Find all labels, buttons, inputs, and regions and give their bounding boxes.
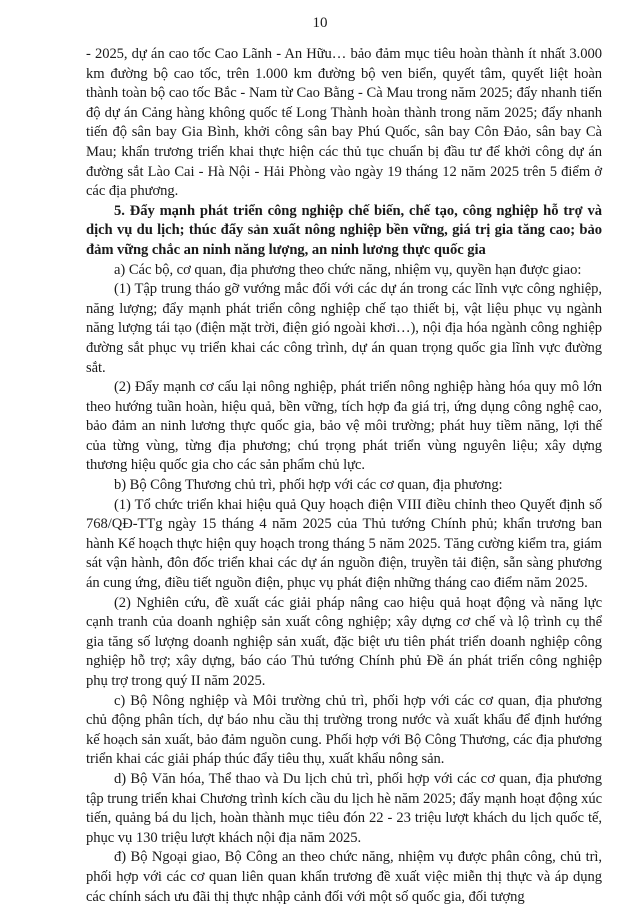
paragraph: (1) Tập trung tháo gỡ vướng mắc đối với các dự án trong các lĩnh vực công nghiệp, năng lượng; đẩy mạnh phát triển công nghiệp chế tạo thiết bị, vật liệu phục vụ ngành năng lượng tái tạo (điện mặt trời, điện gió ngoài khơi…), nội địa hóa ngành công nghiệp đường sắt phục vụ triển khai các công trình, dự án quan trọng quốc gia lĩnh vực đường sắt. [86, 281, 602, 376]
paragraph: c) Bộ Nông nghiệp và Môi trường chủ trì, phối hợp với các cơ quan, địa phương chủ động phân tích, dự báo nhu cầu thị trường trong nước và xuất khẩu để định hướng kế hoạch sản xuất, bảo đảm nguồn cung. Phối hợp với Bộ Công Thương, các địa phương triển khai các giải pháp thúc đẩy tiêu thụ, xuất khẩu nông sản. [86, 692, 602, 768]
section-heading: 5. Đẩy mạnh phát triển công nghiệp chế biến, chế tạo, công nghiệp hỗ trợ và dịch vụ du lịch; thúc đẩy sản xuất nông nghiệp bền vững, giá trị gia tăng cao; bảo đảm vững chắc an ninh năng lượng, an ninh lương thực quốc gia [86, 202, 602, 258]
paragraph: đ) Bộ Ngoại giao, Bộ Công an theo chức năng, nhiệm vụ được phân công, chủ trì, phối hợp với các cơ quan liên quan khẩn trương đề xuất việc miễn thị thực và áp dụng các chính sách ưu đãi thị thực nhập cảnh đối với một số quốc gia, đối tượng [86, 849, 602, 905]
paragraph: (2) Nghiên cứu, đề xuất các giải pháp nâng cao hiệu quả hoạt động và năng lực cạnh tranh của doanh nghiệp sản xuất công nghiệp; xây dựng cơ chế và lộ trình cụ thể gia tăng số lượng doanh nghiệp sản xuất, đặc biệt ưu tiên phát triển doanh nghiệp công nghiệp hỗ trợ; xây dựng, báo cáo Thủ tướng Chính phủ Đề án phát triển công nghiệp phụ trợ trong quý II năm 2025. [86, 594, 602, 689]
paragraph-continuation: - 2025, dự án cao tốc Cao Lãnh - An Hữu… bảo đảm mục tiêu hoàn thành ít nhất 3.000 km đường bộ cao tốc, trên 1.000 km đường bộ ven biển, quyết tâm, quyết liệt hoàn thành toàn bộ cao tốc Bắc - Nam từ Cao Bằng - Cà Mau trong năm 2025; đẩy nhanh tiến độ dự án Cảng hàng không quốc tế Long Thành hoàn thành trong năm 2025; đẩy nhanh tiến độ sân bay Gia Bình, khởi công sân bay Phú Quốc, sân bay Côn Đảo, sân bay Cà Mau; khẩn trương triển khai thực hiện các thủ tục chuẩn bị đầu tư để khởi công dự án đường sắt Lào Cai - Hà Nội - Hải Phòng vào ngày 19 tháng 12 năm 2025 trên 5 điểm ở các địa phương. [86, 46, 602, 200]
document-body [86, 45, 602, 907]
paragraph: d) Bộ Văn hóa, Thể thao và Du lịch chủ trì, phối hợp với các cơ quan, địa phương tập trung triển khai Chương trình kích cầu du lịch hè năm 2025; đẩy mạnh hoạt động xúc tiến, quảng bá du lịch, hoàn thành mục tiêu đón 22 - 23 triệu lượt khách du lịch quốc tế, phục vụ 130 triệu lượt khách nội địa năm 2025. [86, 770, 602, 846]
paragraph: (1) Tổ chức triển khai hiệu quả Quy hoạch điện VIII điều chỉnh theo Quyết định số 768/QĐ-TTg ngày 15 tháng 4 năm 2025 của Thủ tướng Chính phủ; khẩn trương ban hành Kế hoạch thực hiện quy hoạch trong tháng 5 năm 2025. Tăng cường kiểm tra, giám sát vận hành, đôn đốc triển khai các dự án nguồn điện, truyền tải điện, sẵn sàng phương án cung ứng, điều tiết nguồn điện, phục vụ phát điện những tháng cao điểm năm 2025. [86, 496, 602, 592]
paragraph: a) Các bộ, cơ quan, địa phương theo chức năng, nhiệm vụ, quyền hạn được giao: [114, 261, 582, 278]
page-number: 10 [312, 15, 328, 31]
paragraph: b) Bộ Công Thương chủ trì, phối hợp với các cơ quan, địa phương: [114, 477, 503, 494]
paragraph: (2) Đẩy mạnh cơ cấu lại nông nghiệp, phát triển nông nghiệp hàng hóa quy mô lớn theo hướng tuần hoàn, hiệu quả, bền vững, tích hợp đa giá trị, ứng dụng công nghệ cao, bảo đảm an ninh lương thực quốc gia, bảo vệ môi trường; phát huy tiềm năng, lợi thế của từng vùng, từng địa phương; chú trọng phát triển vùng nguyên liệu; xây dựng thương hiệu quốc gia cho các sản phẩm chủ lực. [86, 379, 602, 474]
